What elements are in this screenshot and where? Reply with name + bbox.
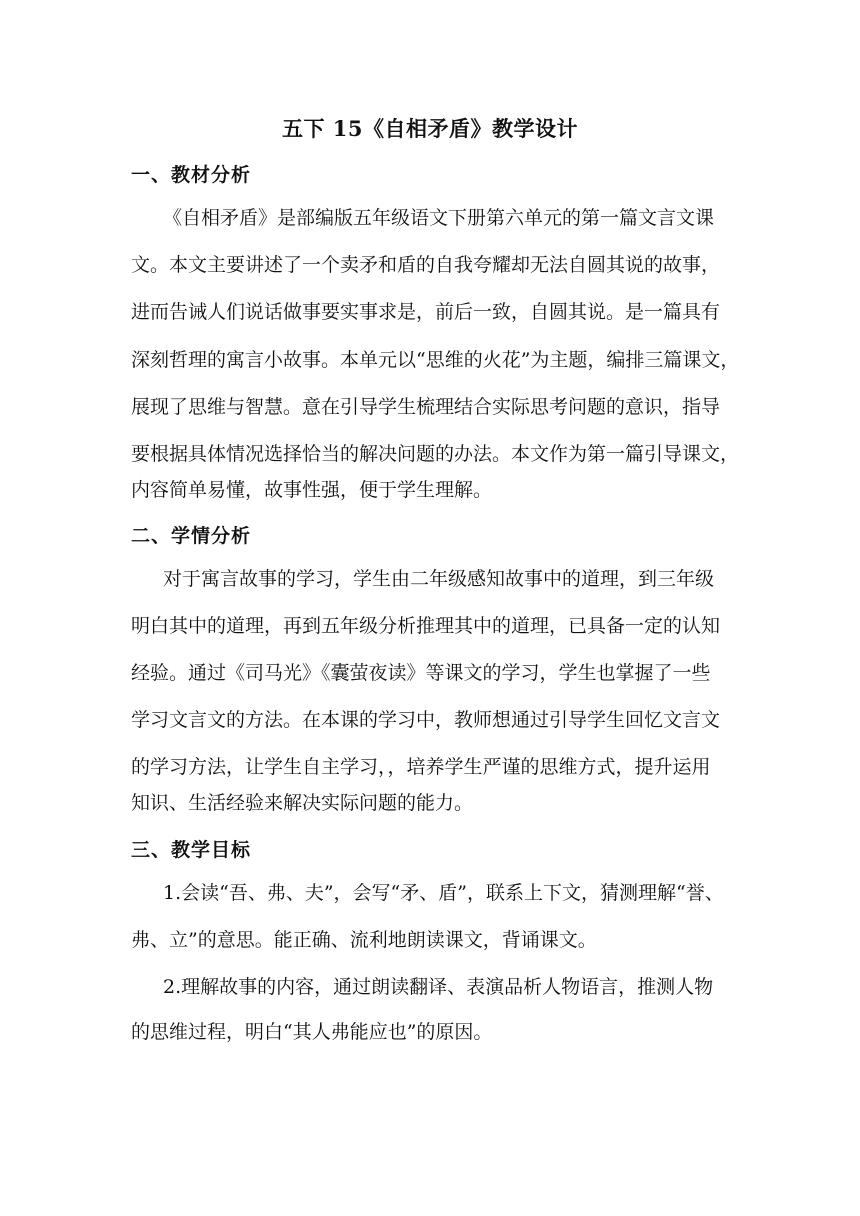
section-heading-student-analysis: 二、学情分析 — [131, 525, 252, 547]
paragraph-line: 学习文言文的方法。在本课的学习中，教师想通过引导学生回忆文言文 — [131, 709, 721, 731]
section-heading-teaching-goals: 三、教学目标 — [131, 839, 252, 861]
paragraph-line: 明白其中的道理，再到五年级分析推理其中的道理，已具备一定的认知 — [131, 615, 721, 637]
paragraph-line: 要根据具体情况选择恰当的解决问题的办法。本文作为第一篇引导课文， — [131, 443, 740, 465]
paragraph-line: 展现了思维与智慧。意在引导学生梳理结合实际思考问题的意识，指导 — [131, 396, 721, 418]
paragraph-line: 文。本文主要讲述了一个卖矛和盾的自我夸耀却无法自圆其说的故事， — [131, 254, 721, 276]
paragraph-line: 的学习方法，让学生自主学习，，培养学生严谨的思维方式，提升运用 — [131, 756, 711, 778]
paragraph-line: 1.会读“吾、弗、夫”，会写“矛、盾”，联系上下文，猜测理解“誉、 — [163, 882, 724, 904]
paragraph-line: 深刻哲理的寓言小故事。本单元以“思维的火花”为主题，编排三篇课文， — [131, 349, 740, 371]
document-title: 五下 15《自相矛盾》教学设计 — [281, 116, 579, 141]
paragraph-line: 《自相矛盾》是部编版五年级语文下册第六单元的第一篇文言文课 — [163, 207, 715, 229]
paragraph-line: 知识、生活经验来解决实际问题的能力。 — [131, 792, 474, 814]
paragraph-line: 弗、立”的意思。能正确、流利地朗读课文，背诵课文。 — [131, 929, 597, 951]
paragraph-line: 经验。通过《司马光》《囊萤夜读》等课文的学习，学生也掌握了一些 — [131, 662, 711, 684]
paragraph-line: 内容简单易懂，故事性强，便于学生理解。 — [131, 479, 493, 501]
paragraph-line: 对于寓言故事的学习，学生由二年级感知故事中的道理，到三年级 — [163, 568, 715, 590]
paragraph-line: 进而告诫人们说话做事要实事求是，前后一致，自圆其说。是一篇具有 — [131, 301, 721, 323]
paragraph-line: 2.理解故事的内容，通过朗读翻译、表演品析人物语言，推测人物 — [163, 976, 714, 998]
section-heading-textbook-analysis: 一、教材分析 — [131, 164, 252, 186]
paragraph-line: 的思维过程，明白“其人弗能应也”的原因。 — [131, 1021, 493, 1043]
